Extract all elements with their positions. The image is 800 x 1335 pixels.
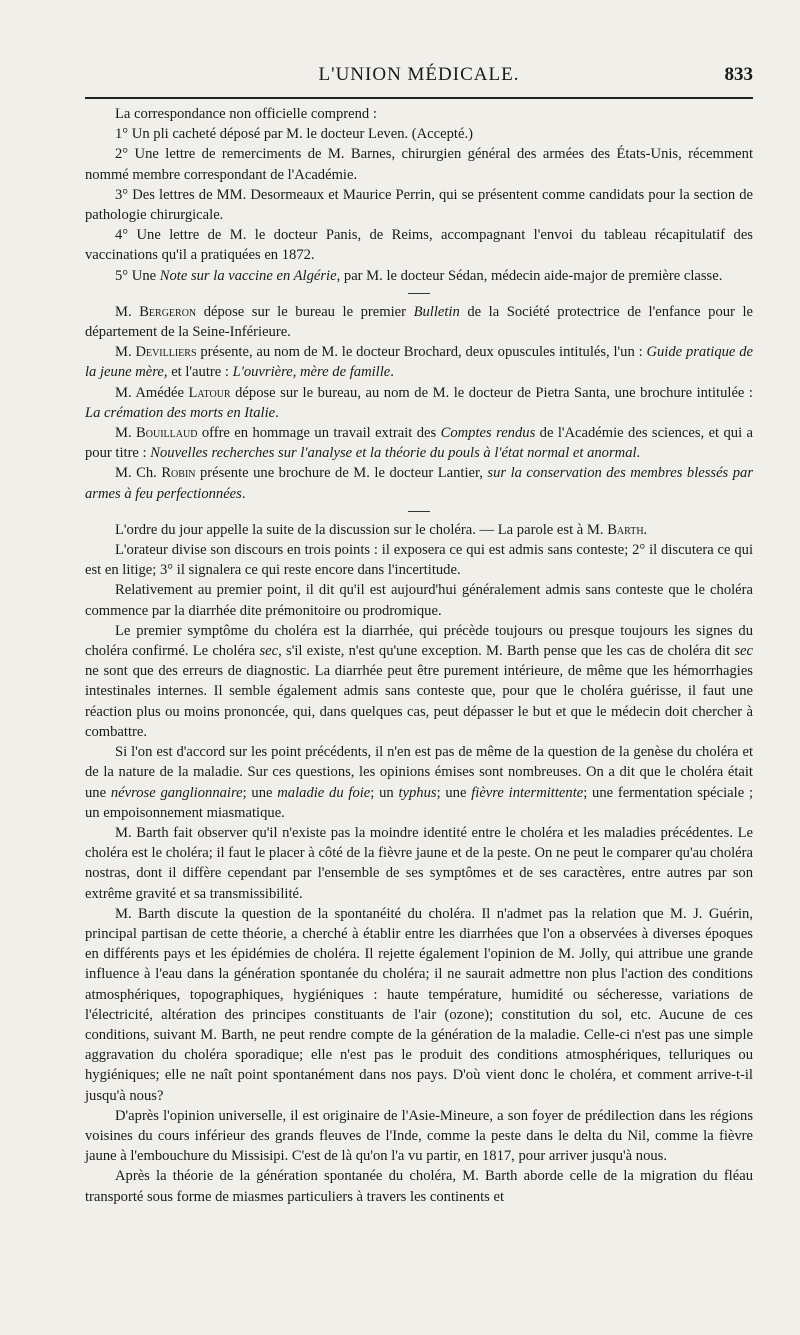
paragraph: L'orateur divise son discours en trois points : il exposera ce qui est admis sans conteste; 2° il discutera ce qui est en litige; 3° il signalera ce qui reste encore dans l'incertitude. [85, 542, 753, 579]
paragraph: M. Barth discute la question de la spontanéité du choléra. Il n'admet pas la relation que M. J. Guérin, principal partisan de cette théorie, a cherché à établir entre les diarrhées que l'on a observées à diverses époques en différents pays et les épidémies de choléra. Il rejette également l'opinion de M. Jolly, qui attribue une grande influence à l'eau dans la génération spontanée du choléra; il ne saurait admettre non plus l'action des conditions atmosphériques, topographiques, hygiéniques : haute température, humidité ou sécheresse, variations de l'électricité, altération des principes constituants de l'air (ozone); constitution du sol, etc. Aucune de ces conditions, suivant M. Barth, ne peut rendre compte de la génération de la maladie. Celle-ci n'est pas une simple aggravation du choléra sporadique; elle n'est pas le produit des conditions atmosphériques, telluriques ou hygiéniques; elle ne naît point spontanément dans nos pays. D'où vient donc le choléra, et comment arrive-t-il jusqu'à nous? [85, 905, 753, 1104]
paragraph: Après la théorie de la génération spontanée du choléra, M. Barth aborde celle de la migration du fléau transporté sous forme de miasmes particuliers à travers les continents et [85, 1168, 753, 1205]
paragraph: M. Ch. Robin présente une brochure de M. le docteur Lantier, sur la conservation des membres blessés par armes à feu perfectionnées. [85, 465, 754, 502]
paragraph: M. Amédée Latour dépose sur le bureau, au nom de M. le docteur de Pietra Santa, une brochure intitulée : La crémation des morts en Italie. [85, 384, 753, 421]
section-separator [408, 293, 430, 294]
section-separator [408, 511, 430, 512]
paragraph: D'après l'opinion universelle, il est originaire de l'Asie-Mineure, a son foyer de prédilection dans les régions voisines du cours inférieur des grands fleuves de l'Inde, comme la peste dans le delta du Nil, comme la fièvre jaune à l'embouchure du Missisipi. C'est de là qu'on l'a vu partir, en 1817, pour arriver jusqu'à nous. [85, 1107, 753, 1165]
paragraph: Le premier symptôme du choléra est la diarrhée, qui précède toujours ou presque toujours les signes du choléra confirmé. Le choléra sec, s'il existe, n'est qu'une exception. M. Barth pense que les cas de choléra dit sec ne sont que des erreurs de diagnostic. La diarrhée peut être purement intérieure, de même que les hémorrhagies intestinales internes. Il semble également admis sans conteste que, pour que le choléra guérisse, il faut une réaction plus ou moins prononcée, qui, dans quelques cas, peut dépasser le but et que le médecin doit chercher à combattre. [85, 622, 753, 740]
paragraph: Si l'on est d'accord sur les point précédents, il n'en est pas de même de la question de la genèse du choléra et de la nature de la maladie. Sur ces questions, les opinions émises sont nombreuses. On a dit que le choléra était une névrose ganglionnaire; une maladie du foie; un typhus; une fièvre intermittente; une fermentation spéciale ; un empoisonnement miasmatique. [85, 744, 753, 821]
paragraph: M. Devilliers présente, au nom de M. le docteur Brochard, deux opuscules intitulés, l'un : Guide pratique de la jeune mère, et l'autre : L'ouvrière, mère de famille. [85, 344, 753, 381]
page-number: 833 [724, 64, 753, 85]
article-body [85, 104, 753, 1207]
paragraph: M. Bergeron dépose sur le bureau le premier Bulletin de la Société protectrice de l'enfance pour le département de la Seine-Inférieure. [85, 303, 753, 341]
paragraph: L'ordre du jour appelle la suite de la discussion sur le choléra. — La parole est à M. Barth. [115, 521, 648, 538]
paragraph: 5° Une Note sur la vaccine en Algérie, par M. le docteur Sédan, médecin aide-major de première classe. [115, 267, 723, 284]
header-rule [85, 97, 753, 99]
paragraph: La correspondance non officielle comprend : [115, 106, 377, 122]
running-title: L'UNION MÉDICALE. [318, 64, 520, 85]
paragraph: 1° Un pli cacheté déposé par M. le docteur Leven. (Accepté.) [115, 126, 473, 143]
paragraph: 2° Une lettre de remerciments de M. Barnes, chirurgien général des armées des États-Unis, récemment nommé membre correspondant de l'Académie. [85, 146, 753, 183]
page-header [85, 62, 753, 92]
paragraph: 3° Des lettres de MM. Desormeaux et Maurice Perrin, qui se présentent comme candidats pour la section de pathologie chirurgicale. [85, 186, 753, 224]
paragraph: Relativement au premier point, il dit qu'il est aujourd'hui généralement admis sans conteste que le choléra commence par la diarrhée dite prémonitoire ou prodromique. [85, 582, 753, 619]
paragraph: M. Barth fait observer qu'il n'existe pas la moindre identité entre le choléra et les maladies précédentes. Le choléra est le choléra; il faut le placer à côté de la fièvre jaune et de la peste. On ne peut le comparer qu'au choléra nostras, dont il diffère cependant par l'ensemble de ses symptômes et de ses caractères, entre autres par son extrême gravité et sa transmissibilité. [85, 824, 753, 902]
paragraph: M. Bouillaud offre en hommage un travail extrait des Comptes rendus de l'Académie des sciences, et qui a pour titre : Nouvelles recherches sur l'analyse et la théorie du pouls à l'état normal et anormal. [85, 425, 754, 462]
paragraph: 4° Une lettre de M. le docteur Panis, de Reims, accompagnant l'envoi du tableau récapitulatif des vaccinations qu'il a pratiquées en 1872. [85, 227, 753, 264]
